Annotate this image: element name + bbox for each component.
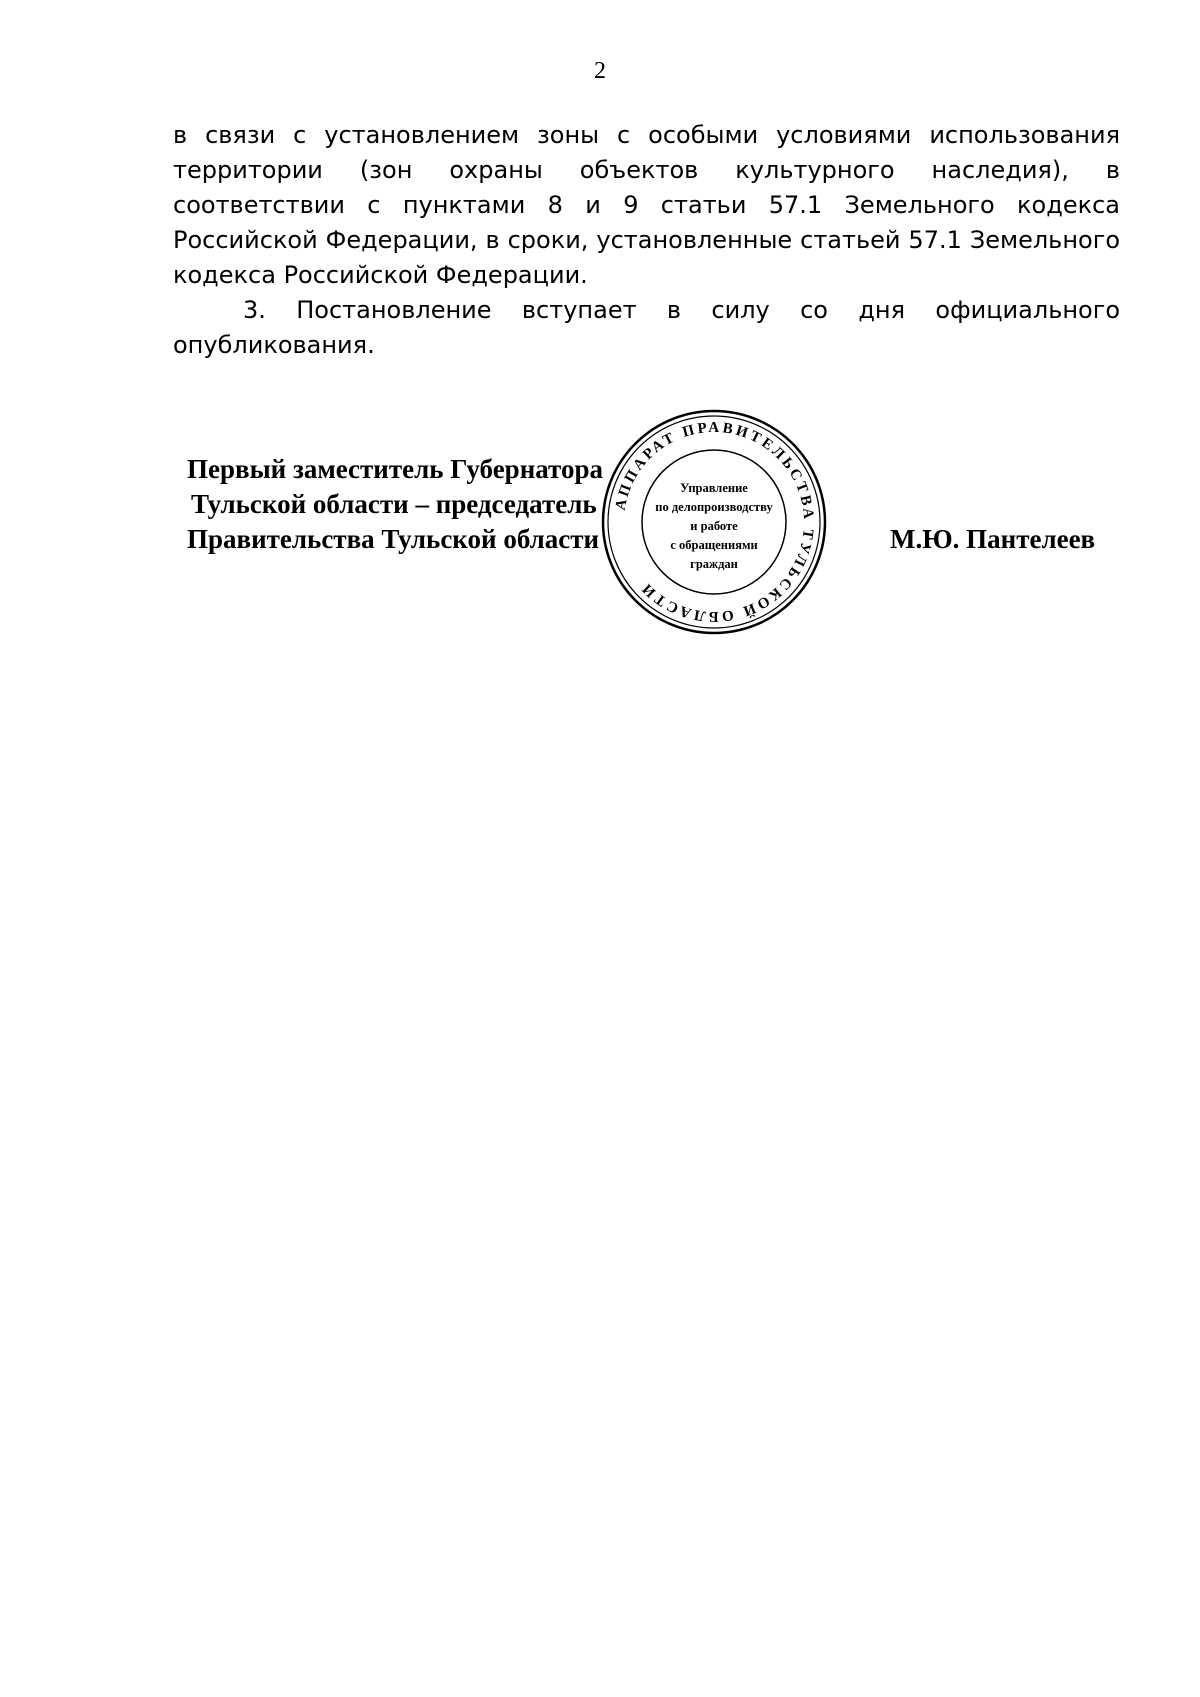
position-line-2: Тульской области – председатель [191,489,597,519]
seal-line-3: и работе [690,519,738,533]
seal-line-5: граждан [690,557,738,571]
position-line-1: Первый заместитель Губернатора [187,454,603,484]
seal-line-1: Управление [680,481,748,495]
page-number: 2 [594,58,606,84]
official-seal-stamp [600,408,828,636]
paragraph-continuation: в связи с установлением зоны с особыми условиями использования территории (зон охраны объектов культурного наследия), в соответствии с пунктами 8 и 9 статьи 57.1 Земельного кодекса Российской Федерации, в сроки, установленные статьей 57.1 Земельного кодекса Российской Федерации. [173,121,1120,289]
seal-center-text [655,481,773,571]
seal-line-2: по делопроизводству [655,500,773,514]
seal-line-4: с обращениями [670,538,758,552]
signatory-name: М.Ю. Пантелеев [890,524,1096,554]
position-line-3: Правительства Тульской области [187,524,600,554]
paragraph-item-3: 3. Постановление вступает в силу со дня официального опубликования. [173,296,1120,359]
document-body [173,118,1120,363]
signatory-position [187,452,603,557]
seal-ring-text: АППАРАТ ПРАВИТЕЛЬСТВА ТУЛЬСКОЙ ОБЛАСТИ [612,419,817,625]
